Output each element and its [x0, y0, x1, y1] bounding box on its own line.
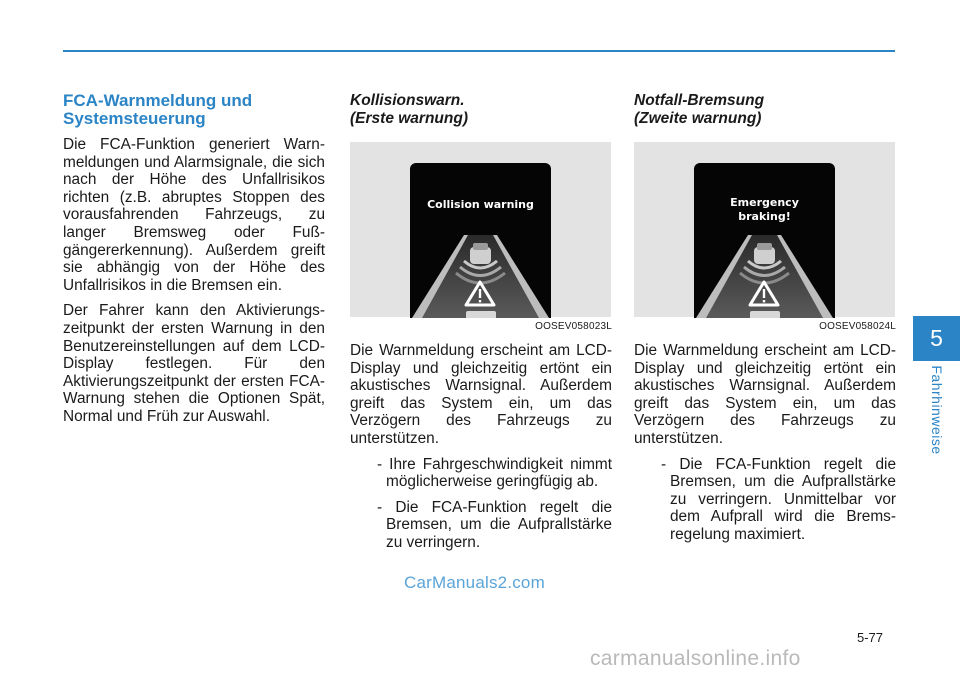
column-intro: [63, 92, 325, 434]
subsection-title: [350, 92, 612, 128]
column-collision-warning: [350, 92, 612, 560]
figure-emergency-braking: [634, 142, 895, 317]
chapter-tab: 5: [913, 316, 960, 361]
figure-code: OOSEV058024L: [819, 321, 896, 332]
subsection-title-line: (Erste warnung): [350, 110, 468, 127]
watermark-footer: carmanualsonline.info: [590, 647, 801, 670]
display-message: Emergency: [730, 196, 799, 209]
subsection-title-line: (Zweite warnung): [634, 110, 762, 127]
paragraph: Die Warnmeldung erscheint am LCD-Display und gleichzeitig ertönt ein akustisches Warnsignal. Außerdem greift das System ein, um das Verzögern des Fahrzeugs zu unterstützen.: [350, 342, 612, 447]
road-scene: [694, 163, 835, 318]
paragraph: Die FCA-Funktion generiert Warn-meldungen und Alarmsignale, die sich nach der Höhe des Unfallrisikos richten (z.B. abruptes Stoppen des vorausfahrenden Fahrzeugs, zu langer Bremsweg oder Fuß-gängererkennung). Außerdem greift sie abhängig von der Höhe des Unfallrisikos in die Bremsen ein.: [63, 136, 325, 294]
list-item: - Die FCA-Funktion regelt die Bremsen, um die Aufprallstärke zu verringern. Unmittelbar vor dem Aufprall wird die Brems-regelung maximiert.: [661, 455, 896, 543]
paragraph: Die Warnmeldung erscheint am LCD-Display und gleichzeitig ertönt ein akustisches Warnsignal. Außerdem greift das System ein, um das Verzögern des Fahrzeugs zu unterstützen.: [634, 342, 896, 447]
cluster-display: [694, 163, 835, 318]
header-rule: [63, 50, 895, 52]
subsection-title: [634, 92, 896, 128]
subsection-title-line: Kollisionswarn.: [350, 92, 465, 109]
display-message: Collision warning: [427, 198, 534, 211]
subsection-title-line: Notfall-Bremsung: [634, 92, 765, 109]
watermark-link[interactable]: CarManuals2.com: [404, 573, 545, 592]
section-title: FCA-Warnmeldung und Systemsteuerung: [63, 91, 253, 128]
column-emergency-braking: [634, 92, 896, 552]
figure-code: OOSEV058023L: [535, 321, 612, 332]
page-number: 5-77: [857, 630, 884, 645]
list-item: - Ihre Fahrgeschwindigkeit nimmt möglicherweise geringfügig ab.: [377, 455, 612, 491]
paragraph: Der Fahrer kann den Aktivierungs-zeitpunkt der ersten Warnung in den Benutzereinstellungen auf dem LCD-Display festlegen. Für den Aktivierungszeitpunkt der ersten FCA-Warnung stehen die Optionen Spät, Normal und Früh zur Auswahl.: [63, 302, 325, 425]
figure-collision-warning: [350, 142, 611, 317]
display-message: braking!: [738, 210, 791, 223]
chapter-label: Fahrhinweise: [929, 365, 945, 455]
road-scene: [410, 163, 551, 318]
cluster-display: [410, 163, 551, 318]
list-item: - Die FCA-Funktion regelt die Bremsen, um die Aufprallstärke zu verringern.: [377, 498, 612, 551]
